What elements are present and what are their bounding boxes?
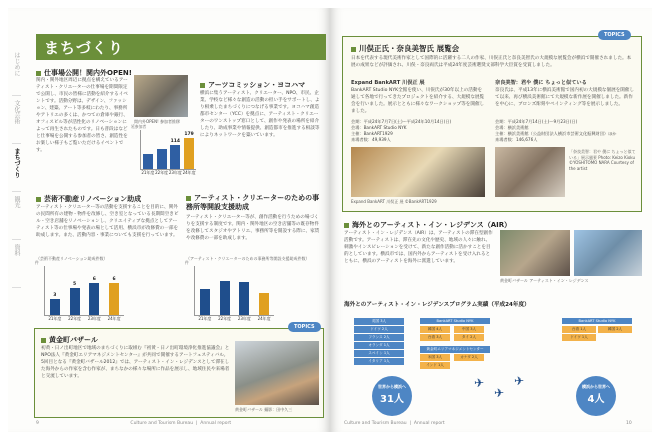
side-tab-0[interactable]: はじめに	[12, 48, 21, 96]
sec1-photo	[134, 75, 188, 117]
map-node-mid-0: 韓国 4人	[420, 326, 450, 333]
topic-photo-left	[235, 341, 319, 405]
bullet-icon	[41, 338, 46, 343]
exhibit-a-venue: 会場：BankART Studio NYK	[351, 125, 407, 130]
topic-box-left	[34, 328, 324, 418]
map-node-left-1: ドイツ 2人	[354, 326, 404, 333]
map-node-right-0: 米国 3人	[420, 354, 450, 361]
map-node-mid-1: 台湾 3人	[420, 334, 450, 341]
topic-heading-right: 川俣正氏・奈良美智氏 展覧会	[351, 43, 459, 54]
map-node-right-2: インド 1人	[420, 362, 450, 369]
chart-data-label: 3	[53, 292, 57, 298]
topic-box-right	[342, 36, 642, 212]
chart-ylabel: 延参加者	[131, 124, 147, 129]
exhibit-b-photo-caption: 「奈良美智：君や 僕に ちょっと似ている」展示風景 Photo: Keizo Kioku ©YOSHITOMO NARA Courtesy of the artist	[569, 149, 636, 171]
sec3-chart-caption: （芸術不動産リノベーション助成件数）	[36, 256, 108, 261]
sec2-body: 横浜に集うアーティスト、クリエーター、NPO、市民、企業、学校など様々な創造の活動の担い手をサポートし、より相乗したまちづくりにつなげる事業です。ヨコハマ創造都市センター（YCC）を拠点に、アーティスト・クリエーターのワンストップ窓口として、創作や発表の場所を紹介したり、助成事業や情報提供、創造都市を推進する相談等によりネットワークを築いています。	[200, 91, 320, 138]
footer-left: 9 Culture and Tourism Bureau | Annual report	[36, 421, 232, 426]
chart-bar	[50, 299, 60, 315]
sec3-body: アーティスト・クリエーター等の活動を支援することを目的に、関外の民間所有の建物・物件を改修し、空き室となっている長期間空きビル・空き店舗をリノベーションし、クリエイティブな拠点としてアーティスト等の仕事場や発表の場として活用、横浜市が改修費の一部を助成します。また、活動内容・事業についても支援を行っています。	[36, 205, 179, 238]
air-map	[344, 312, 642, 418]
chart-ylabel: 件	[35, 260, 39, 265]
map-node-mid-3: タイ 2人	[454, 334, 484, 341]
chart-data-label: 6	[92, 276, 96, 282]
to-world-label: 横浜から世界へ	[582, 384, 610, 389]
chart-bar	[220, 281, 230, 315]
sec1-body: 関内・関外地区周辺に拠点を構えているアーティスト・クリエーターの仕事場を期間限定で公開し、市民の皆様に活動を紹介するイベントです。活動分野は、デザイン、ファッション、建築、アート等多岐にわたり、事務所やアトリエの多くは、かつての倉庫や銀行、オフィスビル等が活性化のリノベーションによって再生されたものです。日も普段はなどと仕事場を公開する参加者の皆さ、創造性をお楽しい様子もご覧いただけるイベントです。	[36, 78, 128, 153]
from-world-label: 世界から横浜へ	[378, 384, 406, 389]
exhibit-b-visitors: 来場者数：146,676人	[495, 137, 538, 142]
footer-page-no-right: 10	[626, 421, 632, 426]
page-title: まちづくり	[36, 34, 326, 60]
chart-bar	[200, 289, 210, 315]
exhibit-a-photo-caption: Expand BankART 川俣正 展 ©BankART1929	[351, 199, 437, 204]
chart-bar	[184, 138, 194, 169]
chart-data-label: 6	[112, 276, 116, 282]
exhibit-b-period: 会期：平成24年7月14日(土)～9月23日(日)	[495, 119, 578, 124]
chart-bar	[157, 149, 167, 169]
plane-icon: ✈	[514, 374, 525, 388]
chart-tick-label: 21年度	[141, 170, 155, 175]
to-world-circle	[576, 376, 616, 416]
air-photo-caption: 黄金町バザール アーティスト・イン・レジデンス	[500, 278, 589, 283]
exhibit-b-info	[495, 119, 635, 143]
sec1-photo-caption: 関内外OPEN! 参加者推移	[134, 119, 180, 124]
sec1-heading: 仕事場公開！関内外OPEN!	[36, 68, 132, 78]
side-tab-4[interactable]: 資料	[12, 240, 21, 288]
chart-bar	[143, 154, 153, 169]
footer-sub-left: Annual report	[200, 421, 232, 426]
chart-tick-label: 21年度	[198, 316, 212, 321]
chart1	[131, 124, 196, 175]
bullet-icon	[351, 47, 356, 52]
map-node-out-0: 台湾 1人	[562, 326, 596, 333]
air-body: アーティスト・イン・レジデンス（AIR）は、アーティストの滞在型創作活動です。アーティストは、滞在先の文化や歴史、地域の人々に触れ、刺激やインスピレーションを受けて、新たな創作活動に活かすことを目的としています。横浜市では、国内外からアーティストを受け入れるとともに、横浜のアーティストを海外に派遣しています。	[344, 231, 493, 264]
footer-title-left: Culture and Tourism Bureau	[130, 421, 194, 426]
chart-tick-label: 23年度	[87, 316, 101, 321]
side-tabs	[12, 48, 32, 288]
topics-badge-right: TOPICS	[598, 30, 631, 40]
chart-tick-label: 23年度	[168, 170, 182, 175]
map-node-right-1: カナダ 2人	[454, 354, 484, 361]
map-node-left-5: イタリア 1人	[354, 358, 404, 365]
chart-tick-label: 22年度	[68, 316, 82, 321]
map-node-left-3: オランダ 1人	[354, 342, 404, 349]
topic-body-left: 初黄・日ノ出町地区で地域のまちづくりに取組む『初黄・日ノ出町環境浄化推進協議会』とNPO法人『黄金町エリアマネジメントセンター』が共同で開催するアートフェスティバル。5回目となる『黄金町バザール2012』では、アーティスト・イン・レジデンスとして滞在した海外からの作家を含む作家が、まちなかの様々な場所に作品を展示し、地域住民や来場者と交流しています。	[41, 346, 230, 379]
side-tab-2[interactable]: まちづくり	[12, 144, 21, 192]
sec4-heading: アーティスト・クリエーターのための事務所等開設支援助成	[186, 194, 320, 211]
sec4-body: アーティスト・クリエーター等が、創作活動を行うための場づくりを支援する制度です。関内・関外地区の空き店舗等の既存物件を改修してスタジオやアトリエ、事務所等を開設する際に、家賃や改修費の一部を助成します。	[186, 215, 320, 241]
plane-icon: ✈	[474, 376, 485, 390]
chart-bar	[239, 282, 249, 315]
bullet-icon	[344, 223, 349, 228]
footer-right: Culture and Tourism Bureau | Annual report	[344, 421, 445, 426]
chart-tick-label: 24年度	[107, 316, 121, 321]
map-node-mid-2: 中国 3人	[454, 326, 484, 333]
chart-bar	[109, 283, 119, 315]
topic-intro-right: 日本を代表する現代美術作家として国際的に活躍する二人の作家、川俣正氏と奈良美智氏の大規模な展覧会が横浜で開催されました。本展の成果などが評価され、川俣・奈良両氏は平成24年度芸術選奨文部科学大臣賞を受賞しました。	[351, 56, 632, 68]
chart-data-label: 179	[184, 131, 194, 137]
map-node-left-4: スペイン 1人	[354, 350, 404, 357]
chart3	[185, 260, 274, 321]
map-node-out-2: ドイツ 1人	[562, 334, 596, 341]
map-venue-a: BankART Studio NYK	[420, 318, 490, 324]
side-tab-3[interactable]: 観光	[12, 192, 21, 240]
exhibit-b-heading: 奈良美智：君や 僕に ちょっと似ている	[495, 80, 587, 86]
footer-title-right: Culture and Tourism Bureau	[344, 421, 407, 426]
chart-data-label: 5	[73, 282, 77, 288]
exhibit-a-info	[351, 119, 485, 143]
sec2-heading: アーツコミッション・ヨコハマ	[200, 80, 305, 90]
topic-heading-left: 黄金町バザール	[41, 335, 98, 345]
exhibit-b-photo	[495, 147, 565, 197]
chart-tick-label: 22年度	[218, 316, 232, 321]
air-heading: 海外とのアーティスト・イン・レジデンス（AIR）	[344, 220, 511, 230]
right-page	[330, 8, 652, 432]
chart-bar	[259, 293, 269, 315]
footer-page-no-left: 9	[36, 421, 39, 426]
exhibit-a-body: BankART Studio NYK全館を使い、川俣氏が30年以上の活動を通して各地で行ってきたプロジェクトを紹介する、大規模な展覧会を行いました。展示とともに様々なワークショップ等を開催しました。	[351, 88, 485, 114]
topics-badge-left: TOPICS	[288, 322, 321, 332]
chart-tick-label: 24年度	[182, 170, 196, 175]
exhibit-a-period: 会期：平成24年7月7日(土)～平成24年10月14日(日)	[351, 119, 452, 124]
map-venue-b: 黄金町エリアマネジメントセンター	[420, 346, 490, 353]
chart-bar	[170, 145, 180, 169]
footer-sub-right: Annual report	[413, 421, 445, 426]
chart-tick-label: 21年度	[48, 316, 62, 321]
exhibit-a-visitors: 来場者数：49,939人	[351, 137, 391, 142]
from-world-circle	[372, 376, 412, 416]
chart-bar	[70, 288, 80, 315]
exhibit-a-heading: Expand BankART 川俣正 展	[351, 80, 425, 86]
air-photo-2	[574, 230, 642, 276]
bullet-icon	[186, 196, 191, 201]
plane-icon: ✈	[494, 386, 505, 400]
exhibit-b-venue: 会場：横浜美術館	[495, 125, 529, 130]
chart-data-label: 114	[170, 138, 181, 144]
exhibit-a-photo	[351, 147, 485, 197]
topic-photo-caption-left: 黄金町バザール 撮影：田中久三	[235, 407, 293, 412]
chart-ylabel: 件	[185, 260, 189, 265]
air-photo-1	[500, 230, 570, 276]
bullet-icon	[200, 83, 205, 88]
map-node-left-0: 英国 3人	[354, 318, 404, 325]
chart-tick-label: 23年度	[237, 316, 251, 321]
bullet-icon	[36, 197, 41, 202]
map-node-left-2: フランス 2人	[354, 334, 404, 341]
side-tab-1[interactable]: 文化芸術	[12, 96, 21, 144]
left-page	[8, 8, 330, 432]
sec3-heading: 芸術不動産リノベーション助成	[36, 194, 141, 204]
exhibit-a-host: 主催：BankART1929	[351, 131, 393, 136]
air-map-title: 海外とのアーティスト・イン・レジデンスプログラム実績（平成24年度）	[344, 302, 530, 308]
magazine-spread	[8, 8, 652, 432]
chart-tick-label: 22年度	[155, 170, 169, 175]
map-node-out-1: 韓国 2人	[598, 326, 632, 333]
chart-bar	[89, 283, 99, 315]
chart-tick-label: 24年度	[257, 316, 271, 321]
bullet-icon	[36, 71, 41, 76]
to-world-count: 4人	[587, 394, 605, 405]
from-world-count: 31人	[380, 394, 404, 405]
chart2	[35, 260, 124, 321]
exhibit-b-body: 奈良氏は、平成13年に横浜美術館で国内初の大規模な個展を開催して以来、再び横浜美術館にて大規模な新作展を開催しました。新作を中心に、ブロンズ彫刻やペインティング等を展示しました。	[495, 88, 635, 107]
exhibit-b-host: 主催：横浜美術館（公益財団法人横浜市芸術文化振興財団）ほか	[495, 131, 617, 136]
map-venue-c: BankART Studio NYK	[562, 318, 632, 324]
sec4-chart-caption: （アーティスト・クリエーターのための事務所等開設支援助成件数）	[186, 256, 310, 261]
